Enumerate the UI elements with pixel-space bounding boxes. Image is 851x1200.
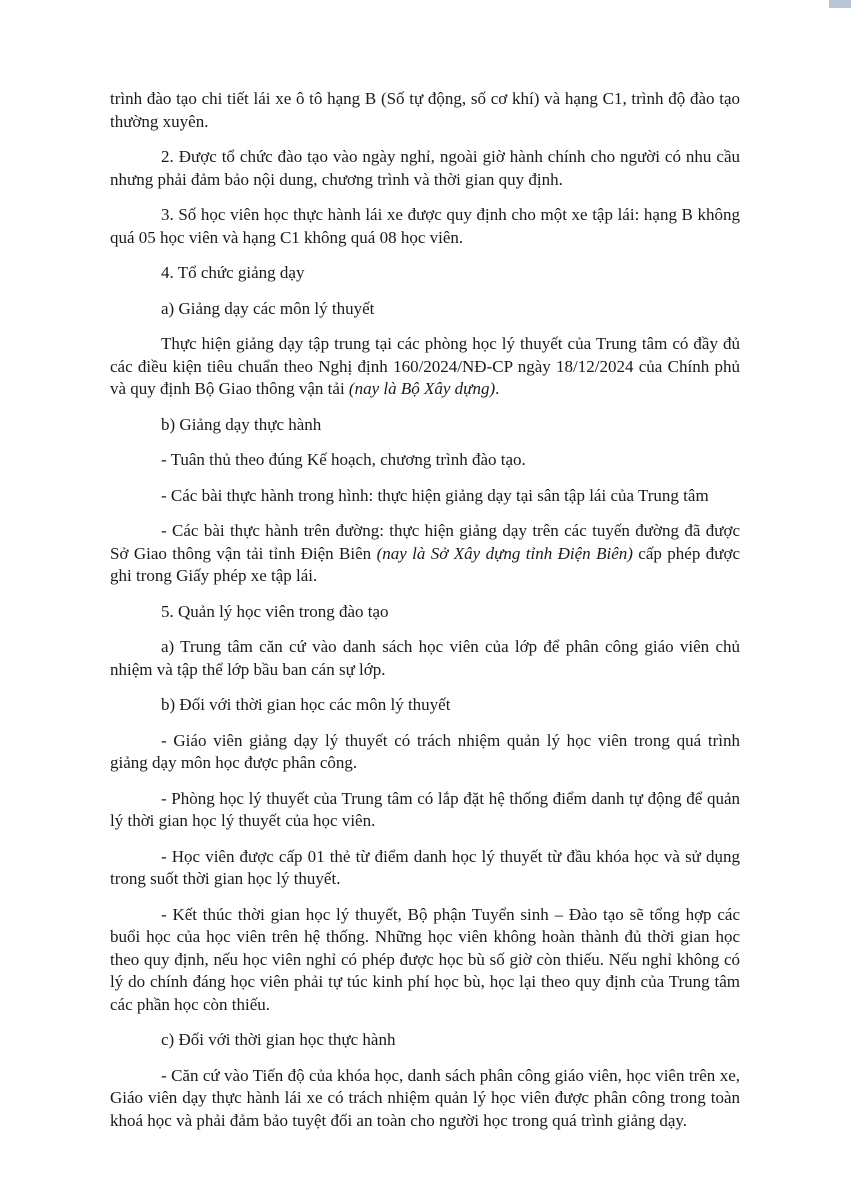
document-page <box>110 88 740 1132</box>
paragraph-4a-after: . <box>495 379 500 398</box>
paragraph-continuation: trình đào tạo chi tiết lái xe ô tô hạng B (Số tự động, số cơ khí) và hạng C1, trình độ đào tạo thường xuyên. <box>110 89 740 131</box>
subheading-4a: a) Giảng dạy các môn lý thuyết <box>161 298 375 318</box>
bullet-4b-3-italic: (nay là Sở Xây dựng tỉnh Điện Biên) <box>376 543 633 563</box>
subheading-5b: b) Đối với thời gian học các môn lý thuyết <box>161 695 451 714</box>
heading-item-4: 4. Tổ chức giảng dạy <box>161 263 305 282</box>
paragraph-4a-italic: (nay là Bộ Xây dựng) <box>348 379 496 398</box>
subheading-4b: b) Giảng dạy thực hành <box>161 414 322 434</box>
bullet-4b-2: - Các bài thực hành trong hình: thực hiện giảng dạy tại sân tập lái của Trung tâm <box>161 485 709 505</box>
bullet-5b-3: - Học viên được cấp 01 thẻ từ điểm danh học lý thuyết từ đầu khóa học và sử dụng trong suốt thời gian học lý thuyết. <box>110 846 740 888</box>
bullet-5b-1: - Giáo viên giảng dạy lý thuyết có trách nhiệm quản lý học viên trong quá trình giảng dạy môn học được phân công. <box>110 730 740 772</box>
paragraph-4a-text: Thực hiện giảng dạy tập trung tại các phòng học lý thuyết của Trung tâm có đầy đủ các điều kiện tiêu chuẩn theo Nghị định 160/2024/NĐ-CP ngày 18/12/2024 của Chính phủ và quy định Bộ Giao thông vận tải <box>110 334 740 398</box>
paragraph-item-3: 3. Số học viên học thực hành lái xe được quy định cho một xe tập lái: hạng B không quá 05 học viên và hạng C1 không quá 08 học viên. <box>110 205 740 247</box>
subheading-5c: c) Đối với thời gian học thực hành <box>161 1030 396 1049</box>
bullet-4b-3-text: - Các bài thực hành trên đường: thực hiện giảng dạy trên các tuyến đường đã được Sở Giao thông vận tải tỉnh Điện Biên <box>110 521 740 563</box>
bullet-5b-4: - Kết thúc thời gian học lý thuyết, Bộ phận Tuyển sinh – Đào tạo sẽ tổng hợp các buổi học của học viên trên hệ thống. Những học viên không hoàn thành đủ thời gian học theo quy định, nếu học viên nghỉ có phép được học bù số giờ còn thiếu. Nếu nghỉ không có lý do chính đáng học viên phải tự túc kinh phí học bù, học lại theo quy định của Trung tâm các phần học còn thiếu. <box>110 904 740 1014</box>
bullet-4b-3-after: cấp phép được ghi trong Giấy phép xe tập lái. <box>110 543 740 585</box>
paragraph-4a-body <box>110 333 740 401</box>
heading-item-5: 5. Quản lý học viên trong đào tạo <box>161 601 389 621</box>
bullet-4b-1: - Tuân thủ theo đúng Kế hoạch, chương trình đào tạo. <box>161 450 526 469</box>
paragraph-5a: a) Trung tâm căn cứ vào danh sách học viên của lớp để phân công giáo viên chủ nhiệm và tập thể lớp bầu ban cán sự lớp. <box>110 637 740 679</box>
bullet-4b-3 <box>110 520 740 588</box>
bullet-5c-1: - Căn cứ vào Tiến độ của khóa học, danh sách phân công giáo viên, học viên trên xe, Giáo viên dạy thực hành lái xe có trách nhiệm quản lý học viên được phân công trong toàn khoá học và phải đảm bảo tuyệt đối an toàn cho người học trong quá trình giảng dạy. <box>110 1065 740 1130</box>
bullet-5b-2: - Phòng học lý thuyết của Trung tâm có lắp đặt hệ thống điểm danh tự động để quản lý thời gian học lý thuyết của học viên. <box>110 788 740 830</box>
scan-edge-mark <box>829 0 851 8</box>
paragraph-item-2: 2. Được tổ chức đào tạo vào ngày nghỉ, ngoài giờ hành chính cho người có nhu cầu nhưng phải đảm bảo nội dung, chương trình và thời gian quy định. <box>110 147 740 189</box>
